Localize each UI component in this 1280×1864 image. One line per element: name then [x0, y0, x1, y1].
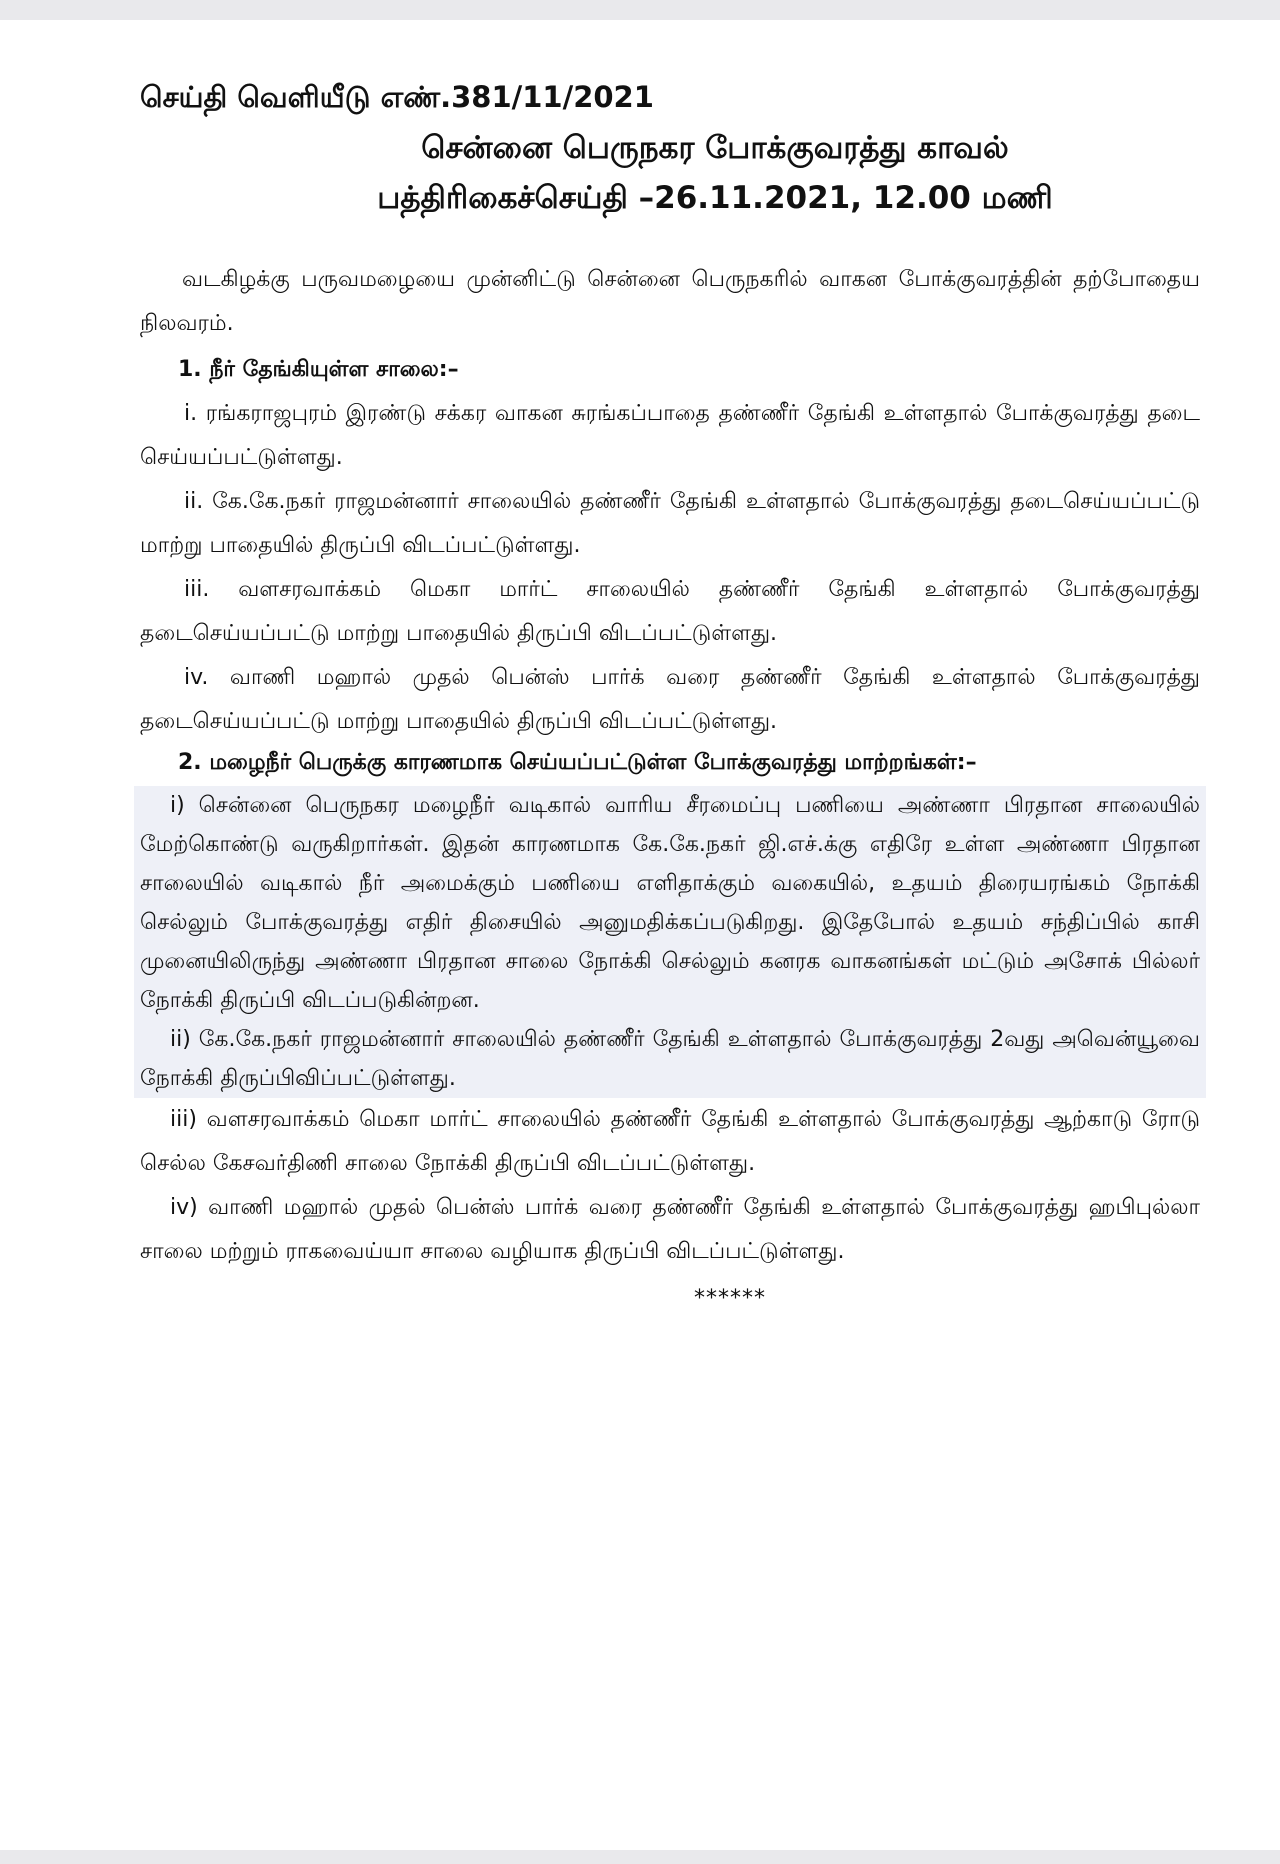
section2-item: iii) வளசரவாக்கம் மெகா மார்ட் சாலையில் தண்ணீர் தேங்கி உள்ளதால் போக்குவரத்து ஆற்காடு ரோடு செல்ல கேசவர்திணி சாலை நோக்கி திருப்பி விடப்பட்டுள்ளது. — [140, 1107, 1200, 1176]
end-marker: ****** — [694, 1286, 766, 1311]
document-title: சென்னை பெருநகர போக்குவரத்து காவல் — [421, 130, 1009, 166]
section1-item: ii. கே.கே.நகர் ராஜமன்னார் சாலையில் தண்ணீர் தேங்கி உள்ளதால் போக்குவரத்து தடைசெய்யப்பட்டு மாற்று பாதையில் திருப்பி விடப்பட்டுள்ளது. — [140, 489, 1200, 558]
section2-item: ii) கே.கே.நகர் ராஜமன்னார் சாலையில் தண்ணீர் தேங்கி உள்ளதால் போக்குவரத்து 2வது அவென்யூவை நோக்கி திருப்பிவிப்பட்டுள்ளது. — [140, 1027, 1200, 1091]
section1-item: iv. வாணி மஹால் முதல் பென்ஸ் பார்க் வரை தண்ணீர் தேங்கி உள்ளதால் போக்குவரத்து தடைசெய்யப்பட்டு மாற்று பாதையில் திருப்பி விடப்பட்டுள்ளது. — [140, 665, 1200, 734]
section1-item: iii. வளசரவாக்கம் மெகா மார்ட் சாலையில் தண்ணீர் தேங்கி உள்ளதால் போக்குவரத்து தடைசெய்யப்பட்டு மாற்று பாதையில் திருப்பி விடப்பட்டுள்ளது. — [140, 577, 1200, 646]
intro-paragraph: வடகிழக்கு பருவமழையை முன்னிட்டு சென்னை பெருநகரில் வாகன போக்குவரத்தின் தற்போதைய நிலவரம். — [140, 267, 1200, 336]
press-release — [140, 80, 1200, 1311]
highlighted-block — [134, 786, 1206, 1098]
section2-item: i) சென்னை பெருநகர மழைநீர் வடிகால் வாரிய சீரமைப்பு பணியை அண்ணா பிரதான சாலையில் மேற்கொண்டு வருகிறார்கள். இதன் காரணமாக கே.கே.நகர் ஜி.எச்.க்கு எதிரே உள்ள அண்ணா பிரதான சாலையில் வடிகால் நீர் அமைக்கும் பணியை எளிதாக்கும் வகையில், உதயம் திரையரங்கம் நோக்கி செல்லும் போக்குவரத்து எதிர் திசையில் அனுமதிக்கப்படுகிறது. இதேபோல் உதயம் சந்திப்பில் காசி முனையிலிருந்து அண்ணா பிரதான சாலை நோக்கி செல்லும் கனரக வாகனங்கள் மட்டும் அசோக் பில்லர் நோக்கி திருப்பி விடப்படுகின்றன. — [140, 793, 1201, 1013]
release-number: செய்தி வெளியீடு எண்.381/11/2021 — [140, 80, 654, 114]
section2-item: iv) வாணி மஹால் முதல் பென்ஸ் பார்க் வரை தண்ணீர் தேங்கி உள்ளதால் போக்குவரத்து ஹபிபுல்லா சாலை மற்றும் ராகவைய்யா சாலை வழியாக திருப்பி விடப்பட்டுள்ளது. — [140, 1195, 1200, 1264]
section1-heading: 1. நீர் தேங்கியுள்ள சாலை:– — [178, 357, 459, 382]
document-subtitle: பத்திரிகைச்செய்தி –26.11.2021, 12.00 மணி — [377, 180, 1053, 216]
section2-remaining — [140, 1098, 1200, 1274]
section1-item: i. ரங்கராஜபுரம் இரண்டு சக்கர வாகன சுரங்கப்பாதை தண்ணீர் தேங்கி உள்ளதால் போக்குவரத்து தடை செய்யப்பட்டுள்ளது. — [140, 401, 1200, 470]
document-page — [0, 20, 1280, 1850]
section2-heading: 2. மழைநீர் பெருக்கு காரணமாக செய்யப்பட்டுள்ள போக்குவரத்து மாற்றங்கள்:– — [178, 750, 977, 775]
